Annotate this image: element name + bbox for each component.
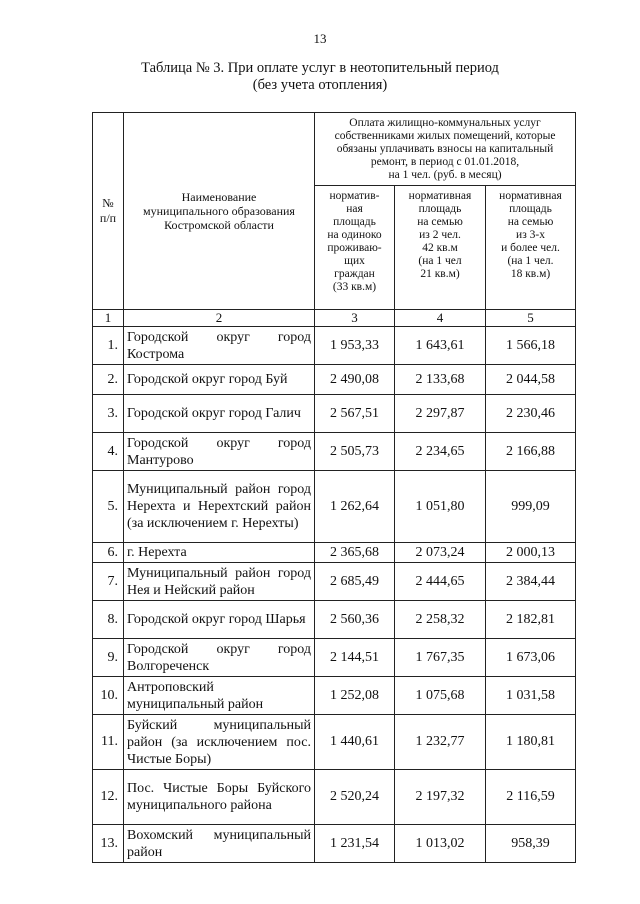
row-municipality: Городской округ город Галич [124, 395, 315, 433]
table-row [93, 395, 576, 433]
row-value-single: 1 252,08 [315, 677, 395, 715]
row-number: 8. [93, 601, 124, 639]
row-municipality: Муниципальный район город Нерехта и Нерехтский район (за исключением г. Нерехты) [124, 471, 315, 543]
row-value-two: 1 013,02 [395, 825, 486, 863]
row-value-two: 1 075,68 [395, 677, 486, 715]
row-value-single: 2 505,73 [315, 433, 395, 471]
row-value-three-plus: 2 000,13 [486, 543, 576, 563]
row-municipality: Буйский муниципальный район (за исключением пос. Чистые Боры) [124, 715, 315, 770]
row-value-two: 2 297,87 [395, 395, 486, 433]
row-value-two: 1 232,77 [395, 715, 486, 770]
header-payment-group: Оплата жилищно-коммунальных услуг собственниками жилых помещений, которые обязаны уплачивать взносы на капитальный ремонт, в период с 01.01.2018, на 1 чел. (руб. в месяц) [315, 113, 576, 186]
row-value-single: 1 262,64 [315, 471, 395, 543]
table-row [93, 677, 576, 715]
row-number: 5. [93, 471, 124, 543]
row-value-two: 1 767,35 [395, 639, 486, 677]
table-row [93, 327, 576, 365]
table-title-line-2: (без учета отопления) [252, 77, 388, 93]
row-number: 2. [93, 365, 124, 395]
row-municipality: Городской округ город Шарья [124, 601, 315, 639]
column-index: 2 [124, 310, 315, 327]
row-municipality: г. Нерехта [124, 543, 315, 563]
table-row [93, 471, 576, 543]
row-value-two: 1 051,80 [395, 471, 486, 543]
table-row [93, 639, 576, 677]
row-municipality: Городской округ город Буй [124, 365, 315, 395]
row-value-three-plus: 2 384,44 [486, 563, 576, 601]
header-municipality: Наименование муниципального образования Костромской области [124, 113, 315, 310]
table-row [93, 433, 576, 471]
row-value-three-plus: 1 673,06 [486, 639, 576, 677]
table-row [93, 770, 576, 825]
row-value-two: 2 258,32 [395, 601, 486, 639]
row-value-single: 2 567,51 [315, 395, 395, 433]
page-number: 13 [313, 31, 327, 46]
table-row [93, 365, 576, 395]
row-number: 11. [93, 715, 124, 770]
table-title-line-1: Таблица № 3. При оплате услуг в неотопительный период [141, 60, 499, 76]
row-number: 12. [93, 770, 124, 825]
header-family-three-plus: нормативная площадь на семью из 3-х и более чел. (на 1 чел. 18 кв.м) [486, 186, 576, 310]
row-number: 3. [93, 395, 124, 433]
row-number: 13. [93, 825, 124, 863]
row-value-single: 2 365,68 [315, 543, 395, 563]
row-value-single: 1 953,33 [315, 327, 395, 365]
row-value-three-plus: 2 182,81 [486, 601, 576, 639]
tariff-table [92, 112, 576, 863]
table-row [93, 825, 576, 863]
column-index: 5 [486, 310, 576, 327]
table-row [93, 543, 576, 563]
row-value-three-plus: 1 180,81 [486, 715, 576, 770]
column-index-row [93, 310, 576, 327]
column-index: 3 [315, 310, 395, 327]
table-row [93, 601, 576, 639]
row-municipality: Муниципальный район город Нея и Нейский район [124, 563, 315, 601]
row-value-three-plus: 999,09 [486, 471, 576, 543]
row-value-three-plus: 2 230,46 [486, 395, 576, 433]
table-row [93, 715, 576, 770]
row-value-single: 2 144,51 [315, 639, 395, 677]
row-municipality: Антроповский муниципальный район [124, 677, 315, 715]
row-number: 7. [93, 563, 124, 601]
row-value-single: 2 520,24 [315, 770, 395, 825]
column-index: 1 [93, 310, 124, 327]
row-municipality: Городской округ город Волгореченск [124, 639, 315, 677]
row-number: 6. [93, 543, 124, 563]
row-municipality: Вохомский муниципальный район [124, 825, 315, 863]
column-index: 4 [395, 310, 486, 327]
row-number: 4. [93, 433, 124, 471]
row-value-three-plus: 958,39 [486, 825, 576, 863]
row-value-three-plus: 1 566,18 [486, 327, 576, 365]
row-value-two: 2 444,65 [395, 563, 486, 601]
header-family-two: нормативная площадь на семью из 2 чел. 42 кв.м (на 1 чел 21 кв.м) [395, 186, 486, 310]
row-value-two: 2 133,68 [395, 365, 486, 395]
row-value-two: 2 234,65 [395, 433, 486, 471]
row-value-two: 2 073,24 [395, 543, 486, 563]
row-number: 9. [93, 639, 124, 677]
row-value-two: 2 197,32 [395, 770, 486, 825]
row-value-single: 2 560,36 [315, 601, 395, 639]
header-single-residents: норматив- ная площадь на одиноко проживаю- щих граждан (33 кв.м) [315, 186, 395, 310]
row-municipality: Городской округ город Мантурово [124, 433, 315, 471]
header-number: № п/п [93, 113, 124, 310]
row-number: 10. [93, 677, 124, 715]
row-value-three-plus: 2 166,88 [486, 433, 576, 471]
row-value-single: 2 490,08 [315, 365, 395, 395]
row-value-three-plus: 1 031,58 [486, 677, 576, 715]
table-title [0, 60, 640, 94]
row-value-single: 2 685,49 [315, 563, 395, 601]
row-value-single: 1 440,61 [315, 715, 395, 770]
row-value-three-plus: 2 044,58 [486, 365, 576, 395]
row-number: 1. [93, 327, 124, 365]
table-row [93, 563, 576, 601]
row-municipality: Пос. Чистые Боры Буйского муниципального района [124, 770, 315, 825]
row-municipality: Городской округ город Кострома [124, 327, 315, 365]
row-value-single: 1 231,54 [315, 825, 395, 863]
row-value-three-plus: 2 116,59 [486, 770, 576, 825]
row-value-two: 1 643,61 [395, 327, 486, 365]
